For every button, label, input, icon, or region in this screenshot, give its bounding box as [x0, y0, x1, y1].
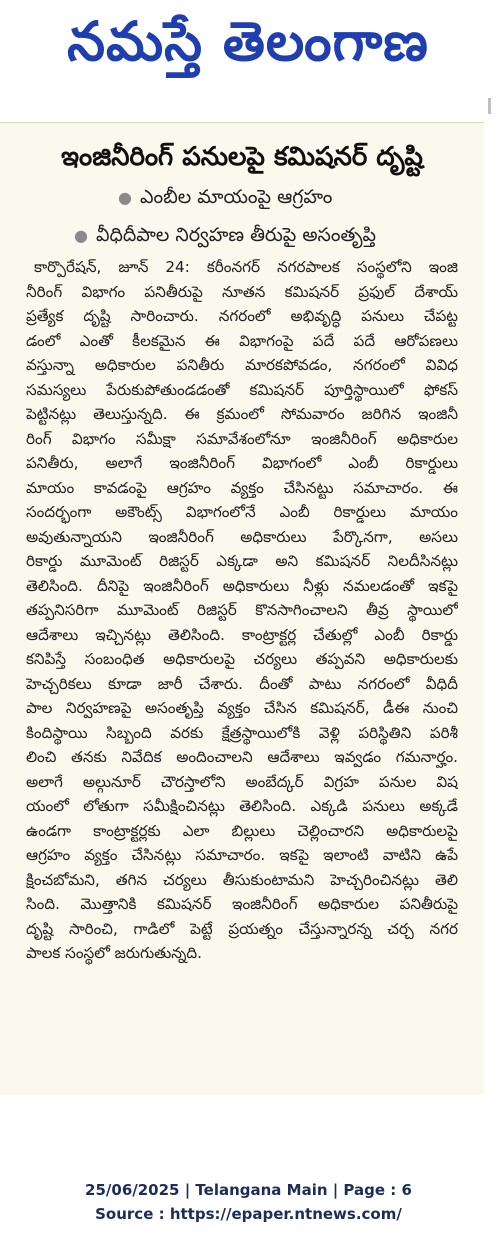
bullet-icon: ● — [74, 226, 88, 245]
article-line: వస్తున్నా అధికారుల పనితీరు మారకపోవడం, నగరంలో వివిధ — [26, 356, 458, 374]
article-line: ఆగ్రహం వ్యక్తం చేసినట్లు సమాచారం. ఇకపై ఇలాంటి వాటిని ఉపే — [26, 846, 458, 864]
article-line: ప్రత్యేక దృష్టి సారించారు. నగరంలో అభివృద్ధి పనులు చేపట్ట — [26, 307, 458, 325]
article-line: యంలో లోతుగా సమీక్షించినట్లు తెలిసింది. ఎక్కడి పనులు అక్కడే — [26, 797, 458, 815]
article-line: రింగ్ విభాగం సమీక్షా సమావేశంలోనూ ఇంజినీరింగ్ అధికారుల — [26, 429, 458, 448]
newspaper-logo: నమస్తే తెలంగాణ — [67, 9, 429, 73]
page-edge-mark — [488, 98, 491, 114]
subhead-2-text: వీధిదీపాల నిర్వహణ తీరుపై అసంతృప్తి — [95, 224, 376, 246]
article-line: ఉండగా కాంట్రాక్టర్లకు ఎలా బిల్లులు చెల్లించారని అధికారులపై — [26, 821, 458, 840]
article-line: సమస్యలు పేరుకుపోతుండడంతో కమిషనర్ పూర్తిస్థాయిలో ఫోకస్ — [26, 380, 458, 399]
article-line: తప్పనిసరిగా మూమెంట్ రిజిస్టర్ కొనసాగించాలని తీవ్ర స్థాయిలో — [26, 601, 458, 619]
article-line: కనిపిస్తే సంబంధిత అధికారులపై చర్యలు తప్పవని అధికారులకు — [26, 650, 458, 668]
article-line: పాల నిర్వహణపై అసంతృప్తి వ్యక్తం చేసిన కమిషనర్, డీఈ నుంచి — [26, 699, 458, 717]
article-line: పెట్టినట్లు తెలుస్తున్నది. ఈ క్రమంలో సోమవారం జరిగిన ఇంజినీ — [26, 405, 458, 423]
article-headline: ఇంజినీరింగ్ పనులపై కమిషనర్ దృష్టి — [61, 142, 423, 172]
article-line: మాయం కావడంపై ఆగ్రహం వ్యక్తం చేసినట్టు సమాచారం. ఈ — [26, 478, 458, 497]
page-footer — [0, 1178, 497, 1226]
article-line: సందర్భంగా అకౌంట్స్ విభాగంలోనే ఎంబీ రికార్డులు మాయం — [26, 503, 458, 521]
article-line: సింది. మొత్తానికి కమిషనర్ ఇంజినీరింగ్ అధికారుల పనితీరుపై — [26, 895, 458, 913]
article-line: పాలక సంస్థలో జరుగుతున్నది. — [26, 944, 202, 962]
article-line: లించి తనకు నివేదిక అందించాలని ఆదేశాలు ఇవ్వడం గమనార్హం. — [26, 748, 458, 766]
edition-info: 25/06/2025 | Telangana Main | Page : 6 — [85, 1181, 412, 1199]
article-line: అవుతున్నాయని ఇంజినీరింగ్ అధికారులు పేర్కొనగా, అసలు — [26, 527, 458, 546]
subhead-2 — [74, 221, 376, 250]
subhead-1 — [118, 183, 332, 212]
article-line: కిందిస్థాయి సిబ్బంది వరకు క్షేత్రస్థాయిలోకి వెళ్లి పరిస్థితిని పరిశీ — [26, 723, 458, 742]
article-line: దృష్టి సారించి, గాడిలో పెట్టే ప్రయత్నం చేస్తున్నారన్న చర్చ నగర — [26, 919, 458, 938]
article-line: నీరింగ్ విభాగం పనితీరుపై నూతన కమిషనర్ ప్రఫుల్ దేశాయ్ — [26, 282, 458, 301]
article-line: అలాగే అల్గునూర్ చౌరస్తాలోని అంబేద్కర్ విగ్రహ పనుల విష — [26, 772, 458, 791]
article-line: డంలో ఎంతో కీలకమైన ఈ విభాగంపై పదే పదే ఆరోపణలు — [26, 331, 458, 350]
article-line: క్షించబోమని, తగిన చర్యలు తీసుకుంటామని హెచ్చరించినట్లు తెలి — [26, 870, 458, 889]
article-line: కార్పొరేషన్, జూన్ 24: కరీంనగర్ నగరపాలక సంస్థలోని ఇంజి — [34, 258, 458, 276]
article-line: హెచ్చరికలు కూడా జారీ చేశారు. దీంతో పాటు నగరంలో వీధిదీ — [26, 674, 458, 693]
article-line: పనితీరు, అలాగే ఇంజినీరింగ్ విభాగంలో ఎంబీ రికార్డులు — [26, 454, 458, 472]
bullet-icon: ● — [118, 188, 132, 207]
article-line: ఆదేశాలు ఇచ్చినట్లు తెలిసింది. కాంట్రాక్టర్ల చేతుల్లో ఎంబీ రికార్డు — [26, 625, 458, 644]
article-clipping — [0, 122, 484, 1095]
source-link[interactable]: Source : https://epaper.ntnews.com/ — [95, 1205, 402, 1223]
subhead-1-text: ఎంబీల మాయంపై ఆగ్రహం — [139, 186, 333, 208]
article-line: రికార్డు మూమెంట్ రిజిస్టర్ ఎక్కడా అని కమిషనర్ నిలదీసినట్లు — [26, 552, 458, 570]
article-line: తెలిసింది. దీనిపై ఇంజినీరింగ్ అధికారులు నీళ్లు నమలడంతో ఇకపై — [26, 576, 458, 595]
article-body — [26, 255, 458, 966]
masthead — [0, 0, 497, 96]
